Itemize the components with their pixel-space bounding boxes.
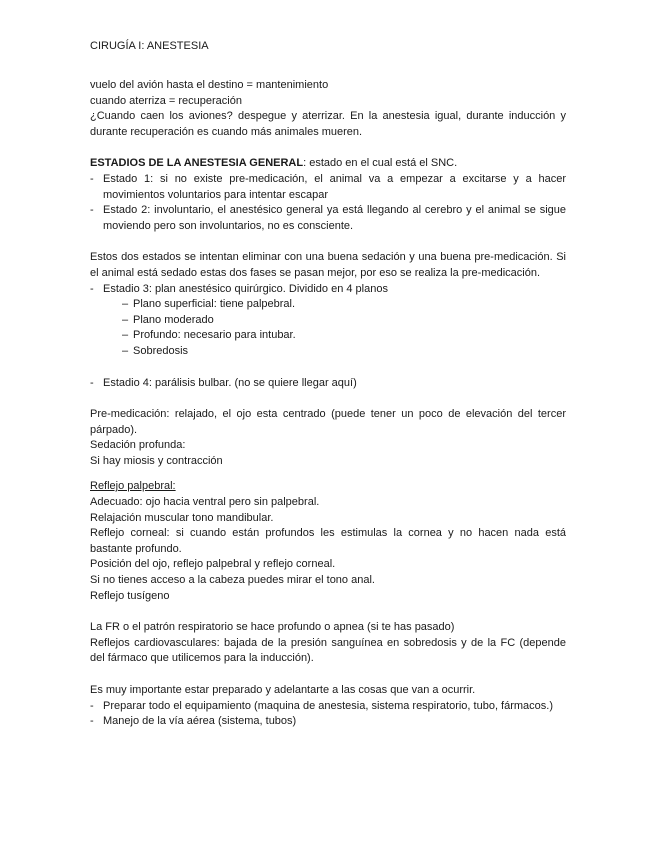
list-item: - Manejo de la vía aérea (sistema, tubos)	[90, 714, 566, 730]
list-item: - Estadio 4: parálisis bulbar. (no se quiere llegar aquí)	[90, 376, 566, 392]
estadio4-list	[90, 376, 566, 392]
plano-item: – Sobredosis	[122, 344, 566, 360]
reflejo-line: Posición del ojo, reflejo palpebral y reflejo corneal.	[90, 558, 336, 571]
reflejo-line: Reflejo corneal: si cuando están profundos les estimulas la cornea y no hacen nada está bastante profundo.	[90, 527, 566, 555]
estadios-text: : estado en el cual está el SNC.	[303, 157, 458, 170]
reflejo-heading: Reflejo palpebral:	[90, 480, 176, 493]
premedicacion-line: Si hay miosis y contracción	[90, 454, 223, 467]
intro-line: ¿Cuando caen los aviones? despegue y aterrizar. En la anestesia igual, durante inducción y durante recuperación es cuando más animales mueren.	[90, 110, 566, 138]
plano-item: – Plano superficial: tiene palpebral.	[122, 297, 566, 313]
intro-line: cuando aterriza = recuperación	[90, 94, 242, 107]
list-item: - Estado 1: si no existe pre-medicación, el animal va a empezar a excitarse y a hacer movimientos voluntarios para intentar escapar	[90, 172, 566, 203]
estadio3-label: Estadio 3: plan anestésico quirúrgico. Dividido en 4 planos	[103, 282, 388, 295]
planos-list	[122, 297, 566, 359]
preparacion-list	[90, 699, 566, 730]
premedicacion-line: Pre-medicación: relajado, el ojo esta centrado (puede tener un poco de elevación del tercer párpado).	[90, 408, 566, 436]
reflejo-line: Adecuado: ojo hacia ventral pero sin palpebral.	[90, 496, 320, 509]
reflejo-line: Reflejo tusígeno	[90, 589, 170, 602]
sedacion-paragraph: Estos dos estados se intentan eliminar con una buena sedación y una buena pre-medicación. Si el animal está sedado estas dos fases se pasan mejor, por eso se realiza la pre-medicación.	[90, 251, 566, 279]
preparacion-text: Es muy importante estar preparado y adelantarte a las cosas que van a ocurrir.	[90, 684, 476, 696]
reflejo-line: Relajación muscular tono mandibular.	[90, 511, 274, 524]
reflejo-line: Si no tienes acceso a la cabeza puedes mirar el tono anal.	[90, 574, 375, 587]
estadios-paragraph	[90, 156, 566, 172]
document-body	[90, 38, 566, 730]
intro-line: vuelo del avión hasta el destino = mantenimiento	[90, 79, 329, 91]
estadios-heading: ESTADIOS DE LA ANESTESIA GENERAL	[90, 157, 304, 170]
plano-item: – Plano moderado	[122, 313, 566, 329]
respiratorio-line: Reflejos cardiovasculares: bajada de la presión sanguínea en sobredosis y de la FC (depende del fármaco que utilicemos para la inducción).	[90, 636, 566, 665]
respiratorio-line: La FR o el patrón respiratorio se hace profundo o apnea (si te has pasado)	[90, 621, 455, 634]
estadios-list	[90, 172, 566, 234]
estadio3-list	[90, 282, 566, 360]
document-title: CIRUGÍA I: ANESTESIA	[90, 40, 209, 52]
list-item	[90, 282, 566, 360]
list-item: - Preparar todo el equipamiento (maquina de anestesia, sistema respiratorio, tubo, fármacos.)	[90, 699, 566, 715]
premedicacion-line: Sedación profunda:	[90, 439, 186, 452]
plano-item: – Profundo: necesario para intubar.	[122, 328, 566, 344]
list-item: - Estado 2: involuntario, el anestésico general ya está llegando al cerebro y el animal se sigue moviendo pero son involuntarios, no es consciente.	[90, 203, 566, 234]
